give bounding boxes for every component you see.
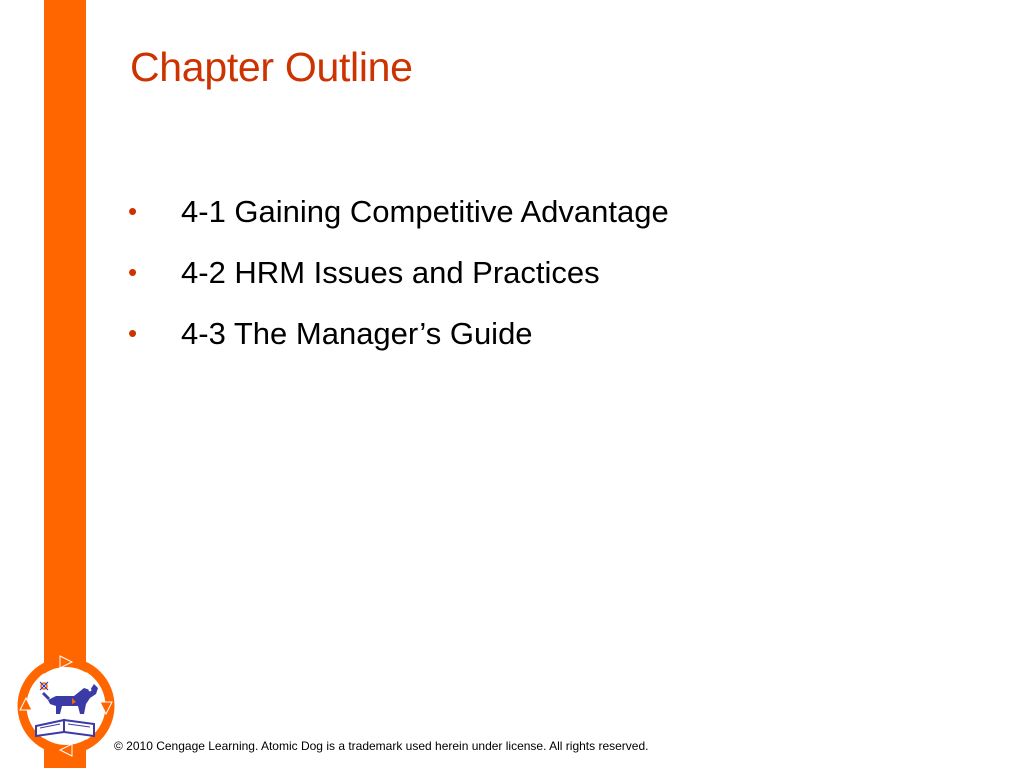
bullet-marker: • (128, 257, 138, 287)
bullet-text: 4-3 The Manager’s Guide (181, 316, 533, 351)
bullet-marker: • (128, 196, 138, 226)
bullet-text: 4-2 HRM Issues and Practices (181, 255, 600, 290)
copyright-footer: © 2010 Cengage Learning. Atomic Dog is a trademark used herein under license. All rights reserved. (114, 739, 649, 753)
atomic-dog-logo-icon (14, 654, 118, 758)
bullet-text: 4-1 Gaining Competitive Advantage (181, 194, 669, 229)
slide-title: Chapter Outline (130, 44, 413, 90)
bullet-marker: • (128, 318, 138, 348)
orange-side-bar (44, 0, 86, 768)
